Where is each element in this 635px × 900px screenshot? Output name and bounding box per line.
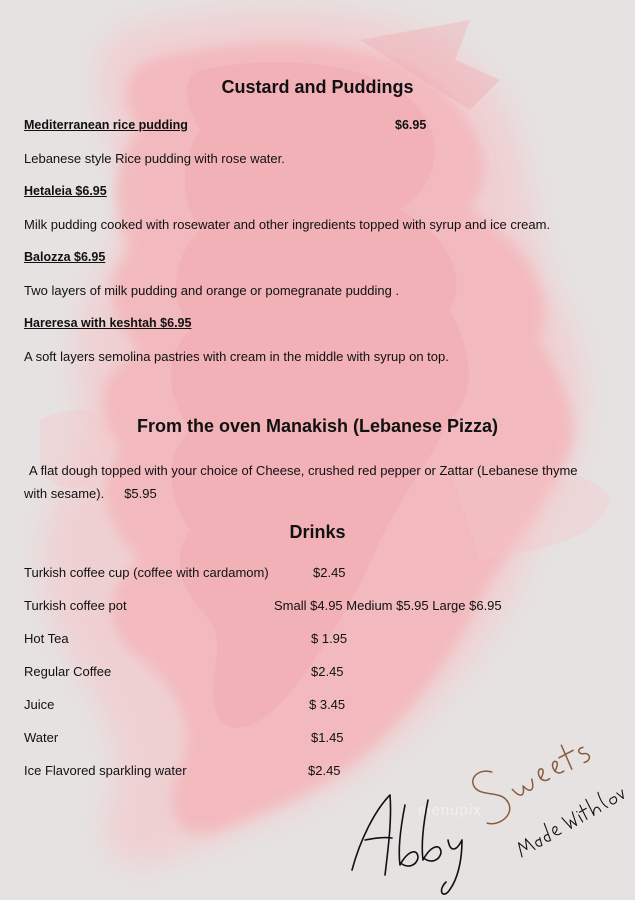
drink-name: Turkish coffee cup (coffee with cardamom) <box>24 565 269 580</box>
drink-name: Regular Coffee <box>24 664 112 679</box>
drink-price: Small $4.95 Medium $5.95 Large $6.95 <box>274 598 502 613</box>
watermark: menupix <box>418 802 482 819</box>
custard-section-title: Custard and Puddings <box>221 77 414 97</box>
drink-price: $2.45 <box>311 664 344 679</box>
abby-sweets-logo <box>330 700 630 900</box>
drink-name: Turkish coffee pot <box>24 598 127 613</box>
drink-price: $2.45 <box>308 763 341 778</box>
drink-price: $2.45 <box>313 565 346 580</box>
menu-item-price: $6.95 <box>395 118 427 132</box>
menu-item-title: Balozza $6.95 <box>24 250 106 264</box>
drink-price: $1.45 <box>311 730 344 745</box>
menu-item-description: Two layers of milk pudding and orange or pomegranate pudding . <box>24 283 400 298</box>
drink-price: $ 3.45 <box>309 697 346 712</box>
manakish-desc-text: A flat dough topped with your choice of Cheese, crushed red pepper or Zattar (Lebanese thyme with sesame). <box>24 463 578 501</box>
menu-item-title: Hareresa with keshtah $6.95 <box>24 316 192 330</box>
drink-name: Hot Tea <box>24 631 69 646</box>
menu-item-title: Mediterranean rice pudding <box>24 118 188 132</box>
drink-price: $ 1.95 <box>311 631 348 646</box>
drinks-section-title: Drinks <box>289 522 346 542</box>
manakish-section-title: From the oven Manakish (Lebanese Pizza) <box>136 416 499 436</box>
drink-name: Ice Flavored sparkling water <box>24 763 187 778</box>
manakish-description <box>24 459 584 505</box>
drink-name: Water <box>24 730 59 745</box>
manakish-price: $5.95 <box>124 486 157 501</box>
menu-item-description: Lebanese style Rice pudding with rose water. <box>24 151 285 166</box>
menu-item-title: Hetaleia $6.95 <box>24 184 107 198</box>
drink-name: Juice <box>24 697 55 712</box>
menu-item-description: A soft layers semolina pastries with cream in the middle with syrup on top. <box>24 349 449 364</box>
menu-item-description: Milk pudding cooked with rosewater and other ingredients topped with syrup and ice cream. <box>24 217 551 232</box>
